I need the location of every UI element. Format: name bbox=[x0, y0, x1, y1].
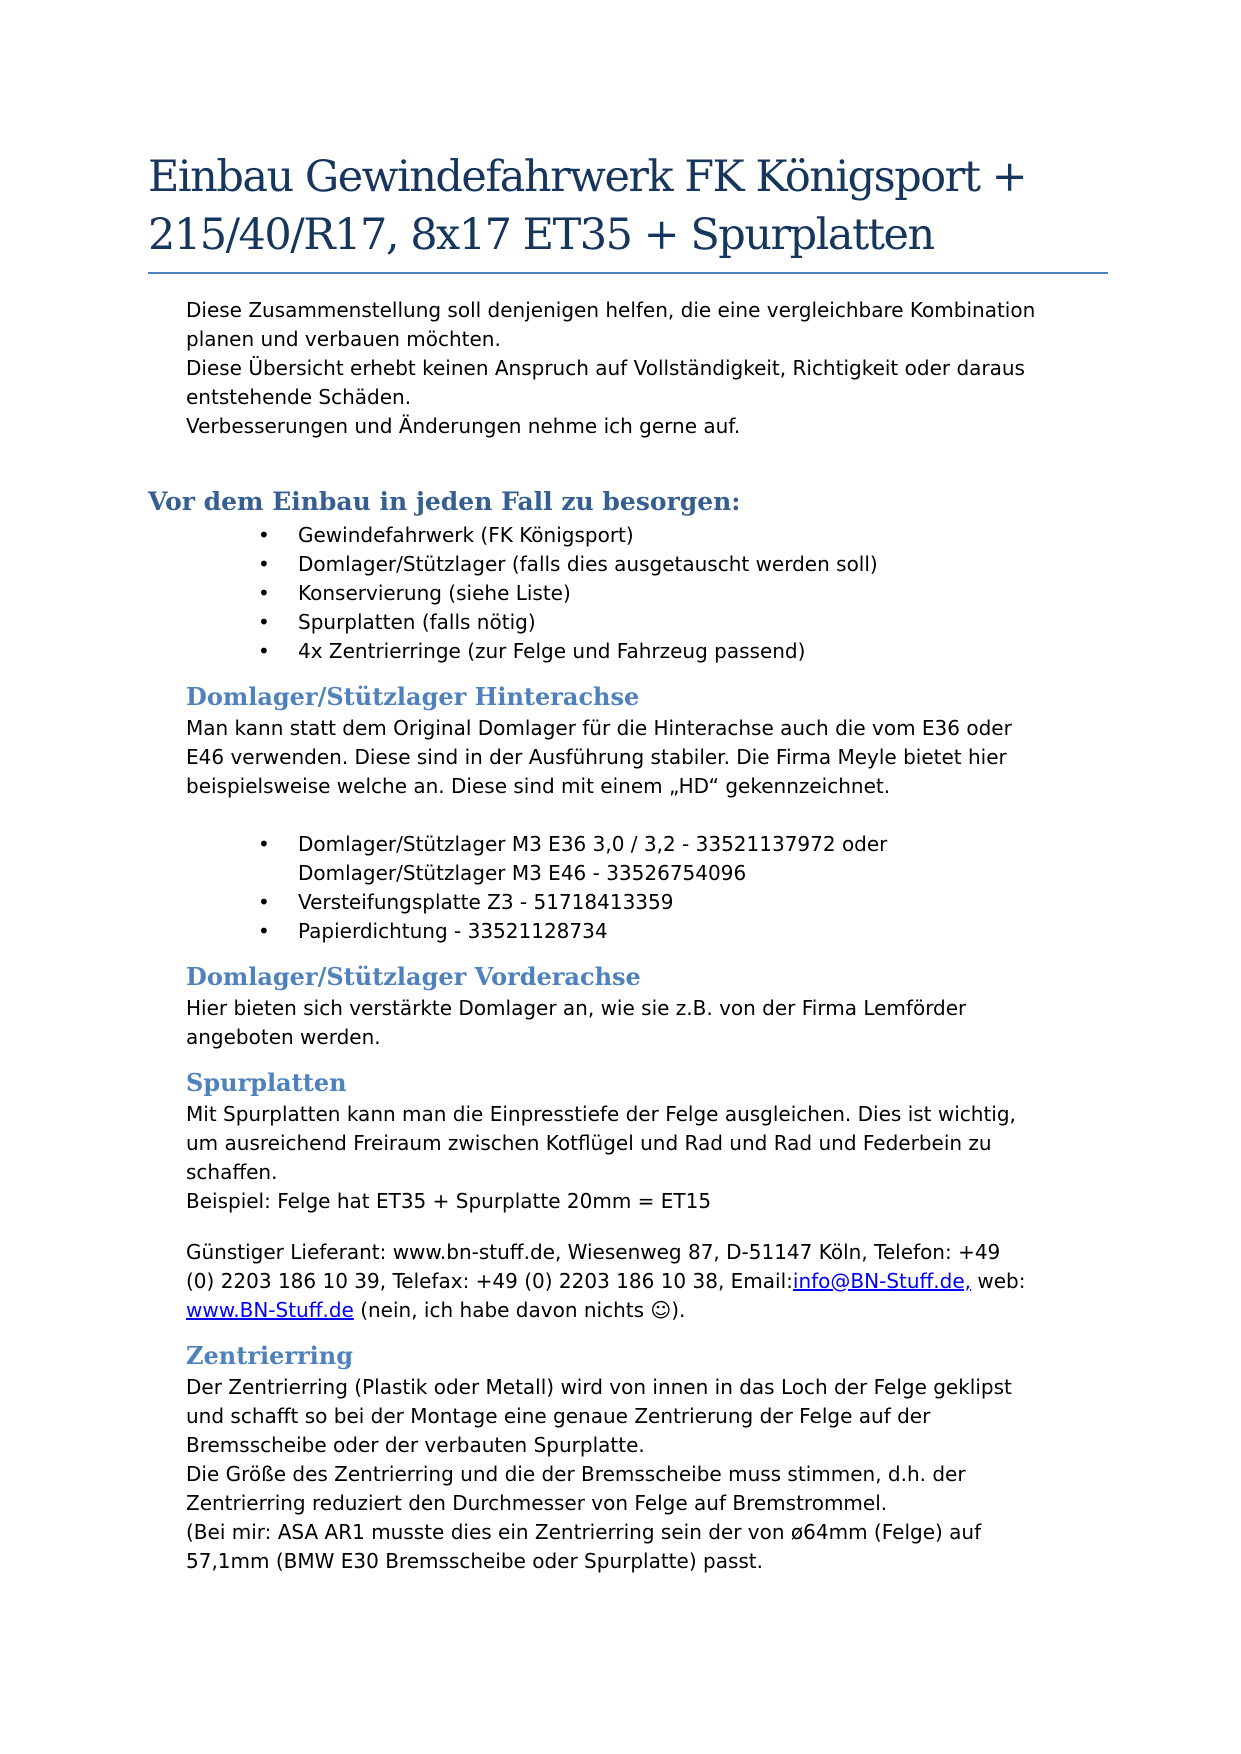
supplier-line bbox=[186, 1296, 1116, 1325]
intro-paragraph bbox=[186, 296, 1116, 441]
list-item bbox=[186, 917, 1116, 946]
list-item bbox=[186, 579, 1116, 608]
list-item bbox=[186, 550, 1116, 579]
intro-line: Diese Zusammenstellung soll denjenigen helfen, die eine vergleichbare Kombination bbox=[186, 298, 1036, 322]
bullet: • bbox=[258, 919, 270, 943]
bullet: • bbox=[258, 523, 270, 547]
list-item bbox=[186, 521, 1116, 550]
spurplatten-line: um ausreichend Freiraum zwischen Kotflügel und Rad und Rad und Federbein zu bbox=[186, 1131, 992, 1155]
list-item-text: Gewindefahrwerk (FK Königsport) bbox=[298, 523, 634, 547]
list-item bbox=[186, 608, 1116, 637]
intro-line: Diese Übersicht erhebt keinen Anspruch auf Vollständigkeit, Richtigkeit oder daraus bbox=[186, 356, 1025, 380]
list-item bbox=[186, 830, 1116, 888]
spacer bbox=[186, 441, 1116, 485]
title-line-2: 215/40/R17, 8x17 ET35 + Spurplatten bbox=[148, 210, 934, 260]
zentrierring-line: Die Größe des Zentrierring und die der Bremsscheibe muss stimmen, d.h. der bbox=[186, 1462, 966, 1486]
heading-hinterachse: Domlager/Stützlager Hinterachse bbox=[186, 682, 640, 711]
zentrierring-line: Der Zentrierring (Plastik oder Metall) wird von innen in das Loch der Felge geklipst bbox=[186, 1375, 1012, 1399]
spacer bbox=[186, 1216, 1116, 1238]
list-item-text: Domlager/Stützlager (falls dies ausgetauscht werden soll) bbox=[298, 552, 878, 576]
bullet: • bbox=[258, 581, 270, 605]
zentrierring-line: 57,1mm (BMW E30 Bremsscheibe oder Spurplatte) passt. bbox=[186, 1549, 763, 1573]
supplier-paragraph bbox=[186, 1238, 1116, 1325]
supplier-text: (nein, ich habe davon nichts ☺). bbox=[353, 1298, 686, 1322]
list-item bbox=[186, 888, 1116, 917]
supplier-line: Günstiger Lieferant: www.bn-stuff.de, Wiesenweg 87, D-51147 Köln, Telefon: +49 bbox=[186, 1240, 1001, 1264]
list-item-text: Domlager/Stützlager M3 E36 3,0 / 3,2 - 33521137972 oder bbox=[298, 832, 888, 856]
list-item-text: Versteifungsplatte Z3 - 51718413359 bbox=[298, 890, 674, 914]
hinterachse-line: E46 verwenden. Diese sind in der Ausführung stabiler. Die Firma Meyle bietet hier bbox=[186, 745, 1007, 769]
heading-spurplatten: Spurplatten bbox=[186, 1068, 347, 1097]
email-link[interactable]: info@BN-Stuff.de, bbox=[792, 1269, 972, 1293]
supplier-text: (0) 2203 186 10 39, Telefax: +49 (0) 2203 186 10 38, Email: bbox=[186, 1269, 793, 1293]
list-item-text: Konservierung (siehe Liste) bbox=[298, 581, 571, 605]
bullet: • bbox=[258, 832, 270, 856]
document-body bbox=[148, 296, 1116, 1576]
web-link[interactable]: www.BN-Stuff.de bbox=[186, 1298, 354, 1322]
list-item-text: Spurplatten (falls nötig) bbox=[298, 610, 536, 634]
supplier-line bbox=[186, 1267, 1116, 1296]
supplier-text: web: bbox=[971, 1269, 1026, 1293]
heading-besorgen: Vor dem Einbau in jeden Fall zu besorgen: bbox=[148, 487, 741, 516]
spurplatten-line: Beispiel: Felge hat ET35 + Spurplatte 20mm = ET15 bbox=[186, 1189, 712, 1213]
vorderachse-line: angeboten werden. bbox=[186, 1025, 381, 1049]
besorgen-list bbox=[186, 521, 1116, 666]
spacer bbox=[186, 801, 1116, 830]
bullet: • bbox=[258, 610, 270, 634]
zentrierring-line: Zentrierring reduziert den Durchmesser von Felge auf Bremstrommel. bbox=[186, 1491, 888, 1515]
heading-vorderachse: Domlager/Stützlager Vorderachse bbox=[186, 962, 641, 991]
spurplatten-line: schaffen. bbox=[186, 1160, 278, 1184]
spacer bbox=[186, 666, 1116, 680]
intro-line: planen und verbauen möchten. bbox=[186, 327, 501, 351]
spacer bbox=[186, 1325, 1116, 1339]
list-item-text: Domlager/Stützlager M3 E46 - 33526754096 bbox=[298, 861, 747, 885]
bullet: • bbox=[258, 552, 270, 576]
list-item-text: Papierdichtung - 33521128734 bbox=[298, 919, 608, 943]
heading-zentrierring: Zentrierring bbox=[186, 1341, 353, 1370]
title-line-1: Einbau Gewindefahrwerk FK Königsport + bbox=[148, 152, 1027, 202]
zentrierring-line: und schafft so bei der Montage eine genaue Zentrierung der Felge auf der bbox=[186, 1404, 931, 1428]
document-title bbox=[148, 148, 1108, 274]
vorderachse-line: Hier bieten sich verstärkte Domlager an, wie sie z.B. von der Firma Lemförder bbox=[186, 996, 967, 1020]
bullet: • bbox=[258, 890, 270, 914]
zentrierring-line: Bremsscheibe oder der verbauten Spurplatte. bbox=[186, 1433, 645, 1457]
intro-line: entstehende Schäden. bbox=[186, 385, 412, 409]
list-item-text: 4x Zentrierringe (zur Felge und Fahrzeug passend) bbox=[298, 639, 806, 663]
spurplatten-line: Mit Spurplatten kann man die Einpresstiefe der Felge ausgleichen. Dies ist wichtig, bbox=[186, 1102, 1016, 1126]
bullet: • bbox=[258, 639, 270, 663]
spacer bbox=[186, 946, 1116, 960]
hinterachse-line: Man kann statt dem Original Domlager für die Hinterachse auch die vom E36 oder bbox=[186, 716, 1012, 740]
intro-line: Verbesserungen und Änderungen nehme ich gerne auf. bbox=[186, 414, 741, 438]
spacer bbox=[186, 1052, 1116, 1066]
hinterachse-parts-list bbox=[186, 830, 1116, 946]
list-item bbox=[186, 637, 1116, 666]
zentrierring-line: (Bei mir: ASA AR1 musste dies ein Zentrierring sein der von ø64mm (Felge) auf bbox=[186, 1520, 982, 1544]
hinterachse-line: beispielsweise welche an. Diese sind mit einem „HD“ gekennzeichnet. bbox=[186, 774, 891, 798]
